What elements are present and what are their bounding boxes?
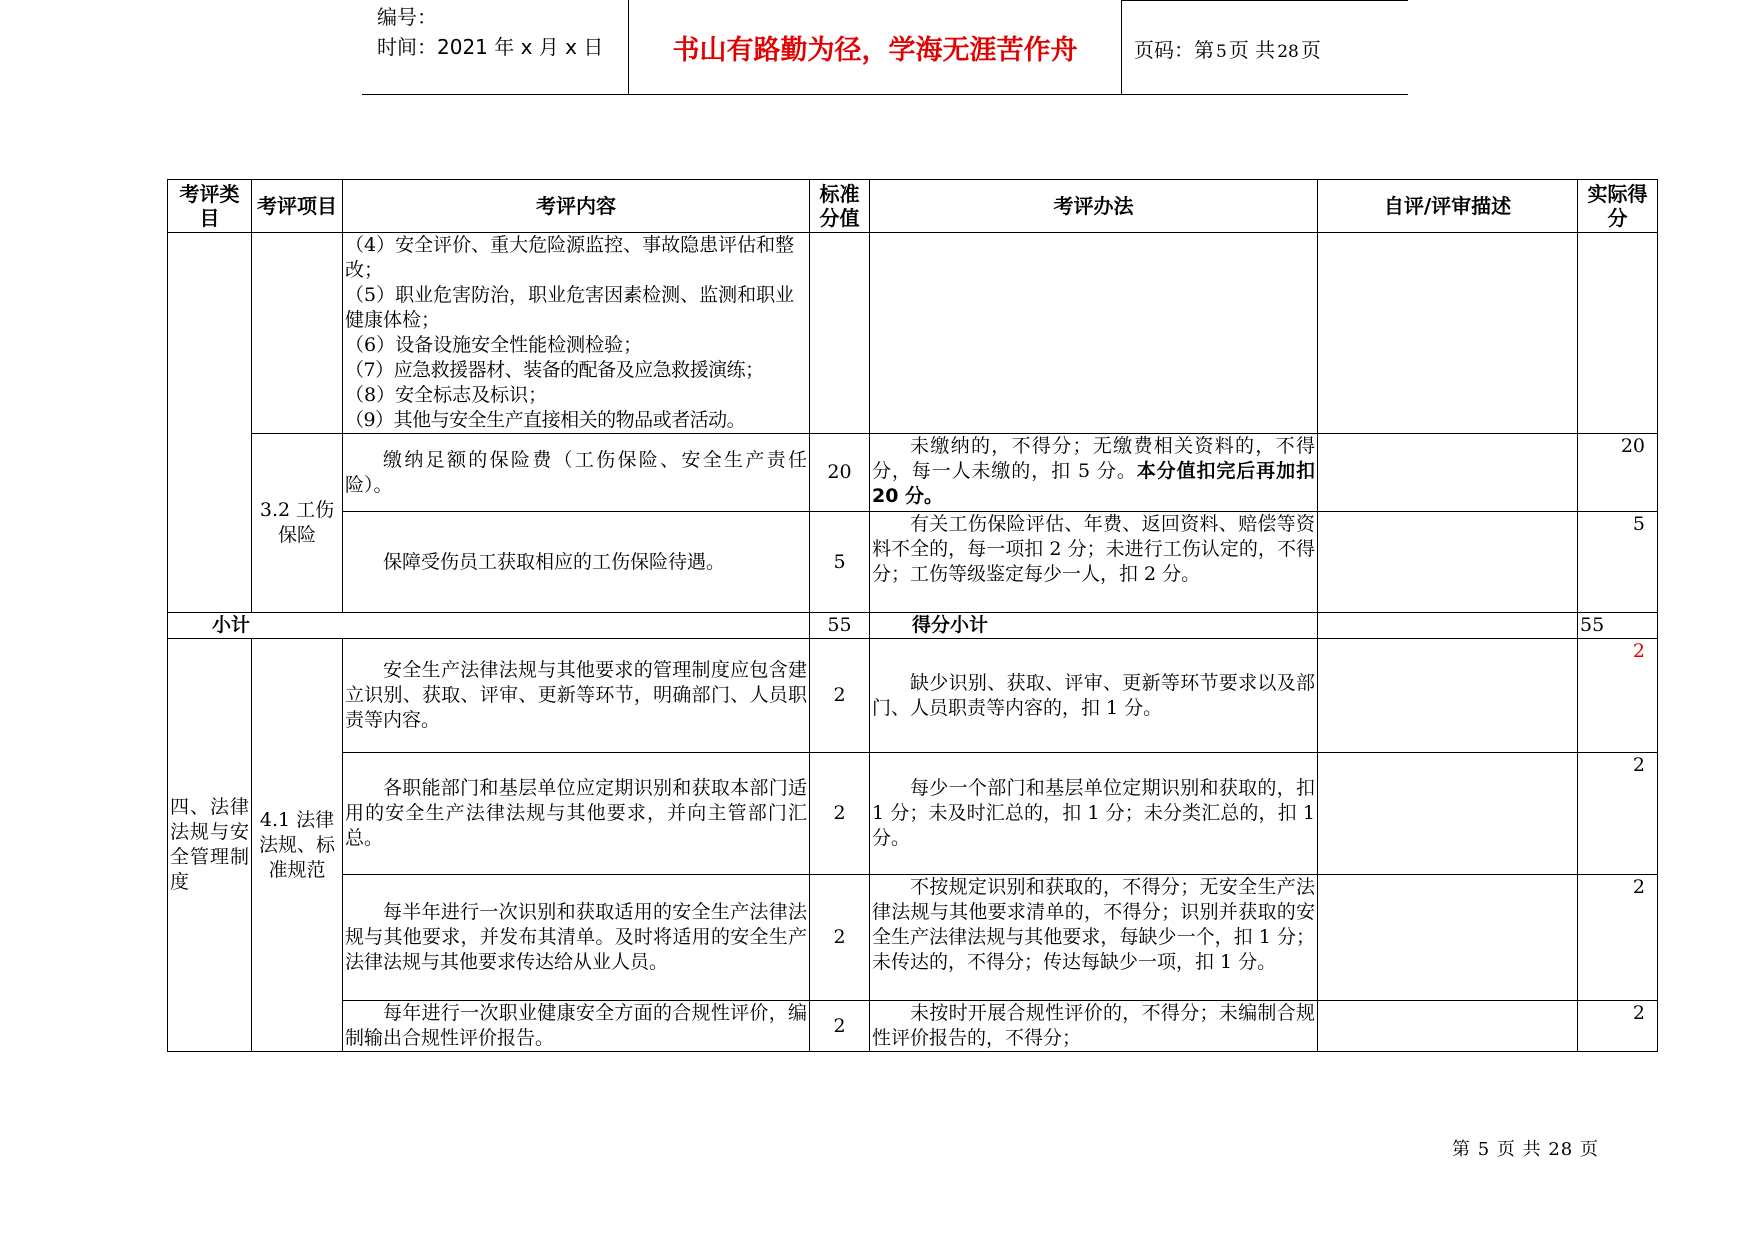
method-bold-text: 本分值扣完后再加扣 20 分。: [872, 460, 1315, 507]
self-eval-cell: [1318, 639, 1578, 753]
page-mid: 页 共: [1228, 38, 1276, 62]
table-row: [168, 875, 1658, 1001]
standard-cell: [810, 233, 870, 434]
content-cell: 缴纳足额的保险费（工伤保险、安全生产责任险）。: [343, 434, 810, 512]
header-meta: [377, 2, 603, 62]
content-line: （5）职业危害防治，职业危害因素检测、监测和职业健康体检；: [345, 284, 795, 331]
standard-cell: 2: [810, 875, 870, 1001]
content-line: （4）安全评价、重大危险源监控、事故隐患评估和整改；: [345, 234, 795, 281]
header-category: 考评类目: [168, 180, 252, 233]
page-total: 28: [1277, 42, 1299, 62]
content-cell: 各职能部门和基层单位应定期识别和获取本部门适用的安全生产法律法规与其他要求，并向主管部门汇总。: [343, 753, 810, 875]
content-cell: 每半年进行一次识别和获取适用的安全生产法律法规与其他要求，并发布其清单。及时将适用的安全生产法律法规与其他要求传达给从业人员。: [343, 875, 810, 1001]
content-cell: 安全生产法律法规与其他要求的管理制度应包含建立识别、获取、评审、更新等环节，明确部门、人员职责等内容。: [343, 639, 810, 753]
table-header-row: [168, 180, 1658, 233]
content-line: （6）设备设施安全性能检测检验；: [345, 334, 643, 356]
subtotal-standard: 55: [810, 613, 870, 639]
page-prefix: 页码：第: [1134, 38, 1214, 62]
header-actual: 实际得分: [1578, 180, 1658, 233]
date-label: 时间：2021 年 x 月 x 日: [377, 35, 604, 59]
page-header: [362, 0, 1408, 95]
header-top-rule: [1121, 0, 1408, 1]
category-cell: [168, 233, 252, 613]
actual-cell: 2: [1578, 753, 1658, 875]
content-line: （7）应急救援器材、装备的配备及应急救援演练；: [345, 359, 764, 381]
method-cell: 有关工伤保险评估、年费、返回资料、赔偿等资料不全的，每一项扣 2 分；未进行工伤认定的，不得分；工伤等级鉴定每少一人，扣 2 分。: [870, 512, 1318, 613]
category-4-cell: 四、法律法规与安全管理制度: [168, 639, 252, 1052]
subtotal-row: [168, 613, 1658, 639]
method-cell: 未按时开展合规性评价的，不得分；未编制合规性评价报告的，不得分；: [870, 1001, 1318, 1052]
page-suffix: 页: [1300, 38, 1321, 62]
header-item: 考评项目: [252, 180, 343, 233]
table-row: [168, 639, 1658, 753]
standard-cell: 20: [810, 434, 870, 512]
item-cell: [252, 233, 343, 434]
content-cell: 每年进行一次职业健康安全方面的合规性评价，编制输出合规性评价报告。: [343, 1001, 810, 1052]
evaluation-table: [167, 179, 1658, 1052]
actual-cell: 2: [1578, 875, 1658, 1001]
standard-cell: 2: [810, 1001, 870, 1052]
actual-cell: [1578, 233, 1658, 434]
self-eval-cell: [1318, 875, 1578, 1001]
self-eval-cell: [1318, 434, 1578, 512]
method-cell: [870, 434, 1318, 512]
item-3-2-cell: 3.2 工伤保险: [252, 434, 343, 613]
actual-cell: 2: [1578, 639, 1658, 753]
method-text: 未缴纳的，不得分；无缴费相关资料的，不得分，每一人未缴的，扣 5 分。: [872, 435, 1315, 482]
standard-cell: 5: [810, 512, 870, 613]
method-cell: [870, 233, 1318, 434]
actual-cell: 2: [1578, 1001, 1658, 1052]
header-content: 考评内容: [343, 180, 810, 233]
actual-cell: 5: [1578, 512, 1658, 613]
content-line: （9）其他与安全生产直接相关的物品或者活动。: [345, 409, 746, 431]
standard-cell: 2: [810, 639, 870, 753]
header-standard: 标准分值: [810, 180, 870, 233]
self-eval-cell: [1318, 753, 1578, 875]
page-footer: 第 5 页 共 28 页: [1452, 1139, 1599, 1160]
table-row: [168, 512, 1658, 613]
content-cell: [343, 233, 810, 434]
table-row: [168, 1001, 1658, 1052]
self-eval-cell: [1318, 233, 1578, 434]
header-page-number: [1134, 34, 1321, 63]
self-eval-cell: [1318, 512, 1578, 613]
standard-cell: 2: [810, 753, 870, 875]
method-cell: 缺少识别、获取、评审、更新等环节要求以及部门、人员职责等内容的，扣 1 分。: [870, 639, 1318, 753]
subtotal-label: 小计: [168, 613, 810, 639]
item-4-1-cell: 4.1 法律法规、标准规范: [252, 639, 343, 1052]
header-divider: [1121, 0, 1122, 94]
header-motto: 书山有路勤为径，学海无涯苦作舟: [672, 35, 1078, 66]
table-row: [168, 753, 1658, 875]
actual-cell: 20: [1578, 434, 1658, 512]
header-method: 考评办法: [870, 180, 1318, 233]
self-eval-cell: [1318, 613, 1578, 639]
table-row: [168, 434, 1658, 512]
self-eval-cell: [1318, 1001, 1578, 1052]
number-label: 编号：: [377, 5, 437, 29]
subtotal-actual: 55: [1578, 613, 1658, 639]
method-cell: 每少一个部门和基层单位定期识别和获取的，扣 1 分；未及时汇总的，扣 1 分；未分类汇总的，扣 1 分。: [870, 753, 1318, 875]
page-current: 5: [1216, 42, 1227, 62]
content-cell: 保障受伤员工获取相应的工伤保险待遇。: [343, 512, 810, 613]
subtotal-method: 得分小计: [870, 613, 1318, 639]
content-line: （8）安全标志及标识；: [345, 384, 548, 406]
header-self-eval: 自评/评审描述: [1318, 180, 1578, 233]
method-cell: 不按规定识别和获取的，不得分；无安全生产法律法规与其他要求清单的，不得分；识别并获取的安全生产法律法规与其他要求，每缺少一个，扣 1 分；未传达的，不得分；传达每缺少一项，扣 1 分。: [870, 875, 1318, 1001]
table-row: [168, 233, 1658, 434]
